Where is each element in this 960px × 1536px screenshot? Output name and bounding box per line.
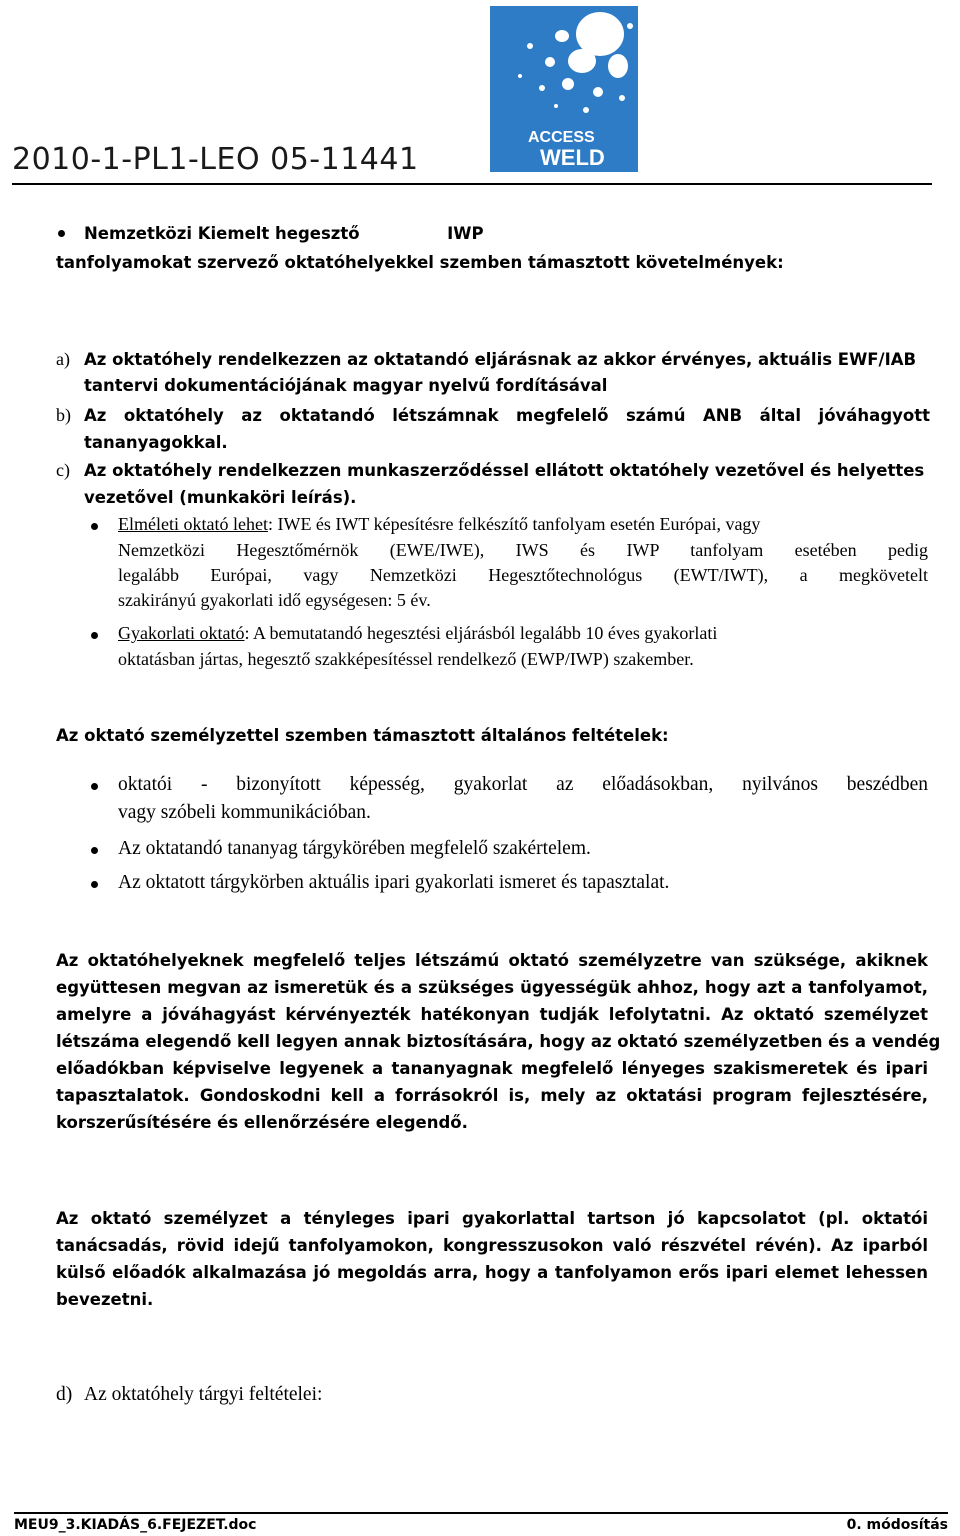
- header-rule: [12, 183, 932, 185]
- condition-line: oktatói - bizonyított képesség, gyakorlat az előadásokban, nyilvános beszédben: [118, 774, 928, 795]
- instructor-theory-line: Nemzetközi Hegesztőmérnök (EWE/IWE), IWS és IWP tanfolyam esetében pedig: [118, 540, 928, 560]
- instructor-theory-label: Elméleti oktató lehet: [118, 514, 268, 534]
- paragraph-line: létszáma elegendő kell legyen annak biztosítására, hogy az oktató személyzetben és a vendég: [56, 1032, 941, 1051]
- section1-title-part2: IWP: [447, 224, 484, 243]
- paragraph-line: Az oktatóhelyeknek megfelelő teljes létszámú oktató személyzetre van szüksége, akiknek: [56, 951, 928, 970]
- instructor-practice-line: [118, 623, 717, 644]
- requirement-line: tananyagokkal.: [84, 433, 228, 452]
- section1-title: [84, 224, 484, 243]
- instructor-theory-line: szakirányú gyakorlati idő egységesen: 5 év.: [118, 590, 431, 610]
- requirement-marker: c): [56, 460, 70, 480]
- instructor-theory-line: [118, 514, 760, 535]
- bullet-icon: [91, 632, 98, 639]
- footer-rule: [14, 1512, 948, 1514]
- paragraph-line: tapasztalatok. Gondoskodni kell a forrásokról is, mely az oktatási program fejlesztésére,: [56, 1086, 928, 1105]
- bullet-icon: [91, 881, 98, 888]
- instructor-practice-line: oktatásban jártas, hegesztő szakképesítéssel rendelkező (EWP/IWP) szakember.: [118, 649, 694, 669]
- bullet-icon: [58, 230, 65, 237]
- bullet-icon: [91, 783, 98, 790]
- paragraph-line: Az oktató személyzet a tényleges ipari gyakorlattal tartson jó kapcsolatot (pl. oktatói: [56, 1209, 928, 1228]
- paragraph-line: külső előadók alkalmazása jó megoldás arra, hogy a tanfolyamon erős ipari elemet lehessen: [56, 1263, 928, 1282]
- requirement-line: tantervi dokumentációjának magyar nyelvű fordításával: [84, 376, 608, 395]
- requirement-line: vezetővel (munkaköri leírás).: [84, 488, 357, 507]
- paragraph-line: előadókban képviselve legyenek a tananyagnak megfelelő lényeges szakismeretek és ipari: [56, 1059, 928, 1078]
- instructor-practice-text: : A bemutatandó hegesztési eljárásból legalább 10 éves gyakorlati: [244, 623, 718, 643]
- section-d-title: Az oktatóhely tárgyi feltételei:: [84, 1384, 323, 1405]
- requirement-line: Az oktatóhely rendelkezzen az oktatandó eljárásnak az akkor érvényes, aktuális EWF/IAB: [84, 350, 917, 369]
- logo-text-access: ACCESS: [528, 129, 595, 146]
- requirement-line: Az oktatóhely az oktatandó létszámnak megfelelő számú ANB által jóváhagyott: [84, 406, 930, 425]
- instructor-practice-label: Gyakorlati oktató: [118, 623, 245, 643]
- section1-title-part1: Nemzetközi Kiemelt hegesztő: [84, 224, 360, 243]
- section2-heading: Az oktató személyzettel szemben támasztott általános feltételek:: [56, 726, 669, 745]
- requirement-marker: b): [56, 405, 71, 425]
- paragraph-line: együttesen megvan az ismeretük és a szükséges ügyességük ahhoz, hogy azt a tanfolyamot,: [56, 978, 928, 997]
- requirement-line: Az oktatóhely rendelkezzen munkaszerződéssel ellátott oktatóhely vezetővel és helyettes: [84, 461, 925, 480]
- project-code: 2010-1-PL1-LEO 05-11441: [12, 142, 419, 177]
- condition-line: Az oktatott tárgykörben aktuális ipari gyakorlati ismeret és tapasztalat.: [118, 872, 670, 893]
- bullet-icon: [91, 523, 98, 530]
- condition-line: vagy szóbeli kommunikációban.: [118, 802, 371, 823]
- paragraph-line: bevezetni.: [56, 1290, 154, 1309]
- footer-filename: MEU9_3.KIADÁS_6.FEJEZET.doc: [14, 1517, 257, 1533]
- logo-text-weld: WELD: [540, 145, 605, 170]
- paragraph-line: tanácsadás, rövid idejű tanfolyamokon, kongresszusokon való részvétel révén). Az iparból: [56, 1236, 928, 1255]
- condition-line: Az oktatandó tananyag tárgykörében megfelelő szakértelem.: [118, 838, 591, 859]
- paragraph-line: amelyre a jóváhagyást kérvényezték hatékonyan tudják lefolytatni. Az oktató személyzet: [56, 1005, 928, 1024]
- section-d-marker: d): [56, 1384, 73, 1405]
- section1-title-line2: tanfolyamokat szervező oktatóhelyekkel szemben támasztott követelmények:: [56, 253, 784, 272]
- accessweld-logo: [490, 6, 638, 172]
- footer-revision: 0. módosítás: [846, 1517, 948, 1533]
- instructor-theory-text: : IWE és IWT képesítésre felkészítő tanfolyam esetén Európai, vagy: [267, 514, 761, 534]
- paragraph-line: korszerűsítésére és ellenőrzésére elegendő.: [56, 1113, 468, 1132]
- bullet-icon: [91, 847, 98, 854]
- instructor-theory-line: legalább Európai, vagy Nemzetközi Hegesztőtechnológus (EWT/IWT), a megkövetelt: [118, 565, 928, 585]
- requirement-marker: a): [56, 349, 70, 369]
